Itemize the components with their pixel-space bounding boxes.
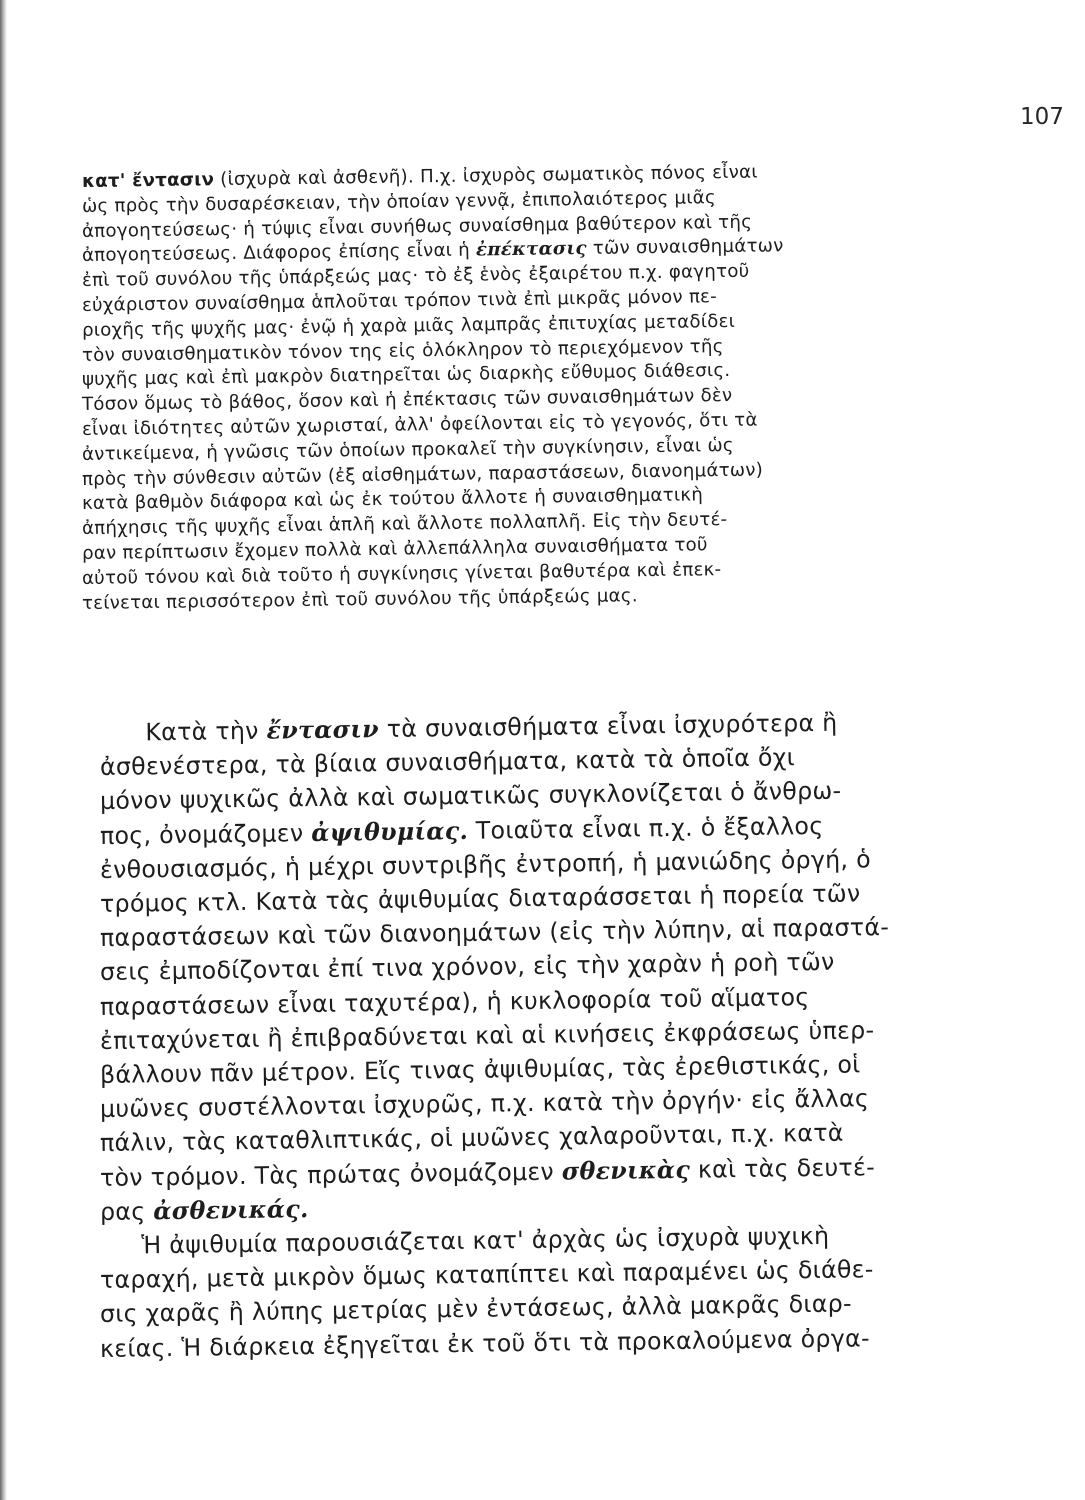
text-line: ριοχῆς τῆς ψυχῆς μας· ἐνῷ ἡ χαρὰ μιᾶς λαμπρᾶς ἐπιτυχίας μεταδίδει (81, 310, 736, 341)
text-line: πάλιν, τὰς καταθλιπτικάς, οἱ μυῶνες χαλαροῦνται, π.χ. κατὰ (99, 1119, 844, 1158)
text-line: ραν περίπτωσιν ἔχομεν πολλὰ καὶ ἀλλεπάλληλα συναισθήματα τοῦ (81, 534, 708, 564)
text-line: τρόμος κτλ. Κατὰ τὰς ἀψιθυμίας διαταράσσεται ἡ πορεία τῶν (99, 879, 861, 919)
text-run: τὸν τρόμον. Τὰς πρώτας ὀνομάζομεν (99, 1157, 562, 1192)
text-line: αὐτοῦ τόνου καὶ διὰ τοῦτο ἡ συγκίνησις γίνεται βαθυτέρα καὶ ἐπεκ- (81, 558, 722, 589)
text-line: ἀπήχησις τῆς ψυχῆς εἶναι ἁπλῆ καὶ ἄλλοτε πολλαπλῆ. Εἰς τὴν δευτέ- (81, 509, 728, 540)
text-line: κείας. Ἡ διάρκεια ἐξηγεῖται ἐκ τοῦ ὅτι τὰ προκαλούμενα ὀργα- (99, 1323, 871, 1363)
emphasized-term: ἐπέκτασις (475, 238, 587, 261)
text-run: τῶν συναισθημάτων (586, 235, 784, 260)
text-line: εὐχάριστον συναίσθημα ἁπλοῦται τρόπον τινὰ ἐπὶ μικρᾶς μόνον πε- (81, 286, 718, 316)
text-run: κατ' ἔντασιν (81, 169, 215, 192)
emphasized-term: σθενικὰς (561, 1154, 691, 1186)
text-line: κατὰ βαθμὸν διάφορα καὶ ὡς ἐκ τούτου ἄλλοτε ἡ συναισθηματικὴ (81, 484, 704, 515)
text-run: πος, ὀνομάζομεν (99, 818, 312, 850)
text-run: ρας (99, 1197, 154, 1226)
text-line: βάλλουν πᾶν μέτρον. Εἴς τινας ἀψιθυμίας, τὰς ἐρεθιστικάς, οἱ (99, 1050, 861, 1090)
text-line: τείνεται περισσότερον ἐπὶ τοῦ συνόλου τῆς ὑπάρξεώς μας. (81, 584, 638, 614)
text-run: Κατὰ τὴν (145, 716, 267, 747)
text-run: καὶ τὰς δευτέ- (689, 1152, 876, 1184)
text-line: ἐνθουσιασμός, ἡ μέχρι συντριβῆς ἐντροπή, ἡ μανιώδης ὀργή, ὁ (99, 845, 872, 884)
text-line: ψυχῆς μας καὶ ἐπὶ μακρὸν διατηρεῖται ὡς διαρκὴς εὔθυμος διάθεσις. (81, 360, 731, 391)
text-line: εἶναι ἰδιότητες αὐτῶν χωρισταί, ἀλλ' ὀφείλονται εἰς τὸ γεγονός, ὅτι τὰ (81, 409, 758, 440)
text-line: μυῶνες συστέλλονται ἰσχυρῶς, π.χ. κατὰ τὴν ὀργήν· εἰς ἄλλας (99, 1084, 870, 1124)
text-run: Τοιαῦτα εἶναι π.χ. ὁ ἔξαλλος (467, 811, 824, 845)
text-run: (ἰσχυρὰ καὶ ἀσθενῆ). Π.χ. ἰσχυρὸς σωματικὸς πόνος εἶναι (214, 161, 758, 191)
text-line: Τόσον ὅμως τὸ βάθος, ὅσον καὶ ἡ ἐπέκτασις τῶν συναισθημάτων δὲν (81, 385, 733, 416)
emphasized-term: ἀσθενικάς. (153, 1193, 309, 1226)
scanned-page-edge (0, 0, 7, 1500)
text-line: ὡς πρὸς τὴν δυσαρέσκειαν, τὴν ὁποίαν γεννᾷ, ἐπιπολαιότερος μιᾶς (81, 186, 717, 217)
text-line: ἀσθενέστερα, τὰ βίαια συναισθήματα, κατὰ τὰ ὁποῖα ὄχι (99, 743, 796, 782)
text-line: παραστάσεων εἶναι ταχυτέρα), ἡ κυκλοφορία τοῦ αἵματος (99, 982, 810, 1021)
page-number: 107 (1020, 104, 1064, 130)
text-line: ἐπιταχύνεται ἢ ἐπιβραδύνεται καὶ αἱ κινήσεις ἐκφράσεως ὑπερ- (99, 1016, 875, 1055)
text-line: τὸν συναισθηματικὸν τόνον της εἰς ὁλόκληρον τὸ περιεχόμενον τῆς (81, 335, 724, 366)
text-line: ταραχή, μετὰ μικρὸν ὅμως καταπίπτει καὶ παραμένει ὡς διάθε- (99, 1255, 874, 1295)
text-line: σις χαρᾶς ἢ λύπης μετρίας μὲν ἐντάσεως, ἀλλὰ μακρᾶς διαρ- (99, 1289, 853, 1329)
emphasized-term: ἀψιθυμίας. (311, 815, 469, 847)
text-line: Ἡ ἀψιθυμία παρουσιάζεται κατ' ἀρχὰς ὡς ἰσχυρὰ ψυχικὴ (141, 1221, 830, 1260)
emphasized-term: ἔντασιν (266, 714, 380, 745)
main-paragraph (99, 708, 980, 1366)
text-line: μόνον ψυχικῶς ἀλλὰ καὶ σωματικῶς συγκλονίζεται ὁ ἄνθρω- (99, 777, 842, 816)
text-line: παραστάσεων καὶ τῶν διανοημάτων (εἰς τὴν λύπην, αἱ παραστά- (99, 913, 890, 953)
text-run: τὰ συναισθήματα εἶναι ἰσχυρότερα ἢ (378, 708, 838, 744)
text-line: ἀντικείμενα, ἡ γνῶσις τῶν ὁποίων προκαλεῖ τὴν συγκίνησιν, εἶναι ὡς (81, 434, 734, 465)
text-line: πρὸς τὴν σύνθεσιν αὐτῶν (ἐξ αἰσθημάτων, παραστάσεων, διανοημάτων) (81, 459, 764, 490)
text-line: σεις ἐμποδίζονται ἐπί τινα χρόνον, εἰς τὴν χαρὰν ἡ ροὴ τῶν (99, 948, 835, 987)
small-print-paragraph (81, 161, 962, 616)
text-run: ἀπογοητεύσεως. Διάφορος ἐπίσης εἶναι ἡ (81, 239, 477, 267)
text-line: ἐπὶ τοῦ συνόλου τῆς ὑπάρξεώς μας· τὸ ἐξ ἑνὸς ἐξαιρέτου π.χ. φαγητοῦ (81, 260, 750, 292)
text-line: ἀπογοητεύσεως· ἡ τύψις εἶναι συνήθως συναίσθημα βαθύτερον καὶ τῆς (81, 211, 753, 242)
